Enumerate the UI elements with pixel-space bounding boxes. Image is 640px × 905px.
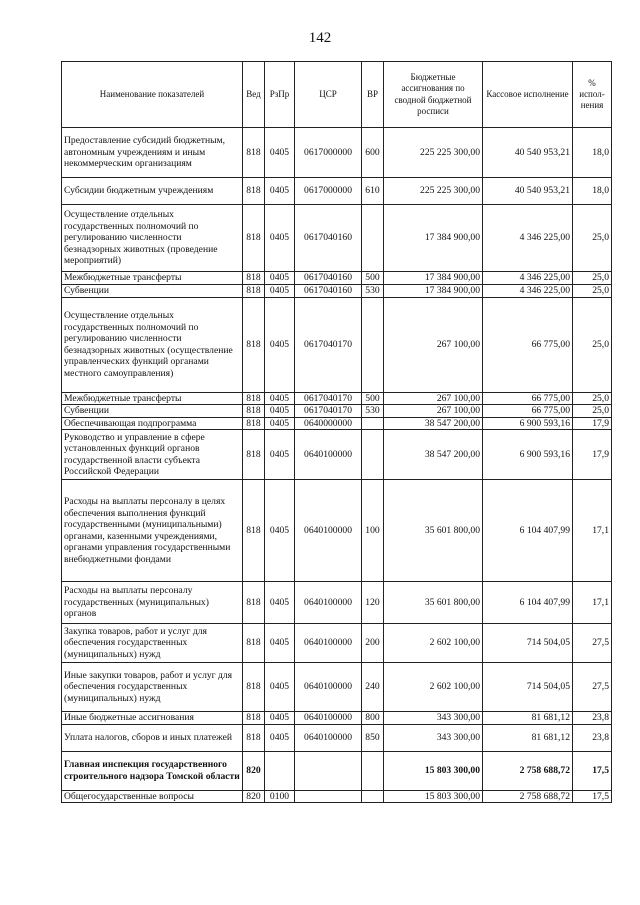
cell-rzpr: 0405 <box>265 405 295 418</box>
cell-name: Межбюджетные трансферты <box>62 272 243 285</box>
cell-ved: 818 <box>243 624 265 663</box>
cell-vr: 100 <box>362 480 384 582</box>
cell-name: Иные бюджетные ассигнования <box>62 712 243 725</box>
cell-csr: 0617040160 <box>295 285 362 298</box>
cell-rzpr: 0405 <box>265 430 295 480</box>
cell-csr: 0640100000 <box>295 663 362 712</box>
cell-percent: 17,1 <box>573 480 612 582</box>
cell-csr: 0640000000 <box>295 417 362 430</box>
cell-vr: 500 <box>362 392 384 405</box>
cell-vr <box>362 297 384 392</box>
cell-vr: 800 <box>362 712 384 725</box>
cell-ved: 818 <box>243 430 265 480</box>
cell-csr: 0617000000 <box>295 178 362 205</box>
cell-ved: 818 <box>243 178 265 205</box>
cell-assigned: 267 100,00 <box>384 392 483 405</box>
header-cash: Кассовое исполнение <box>483 62 573 128</box>
header-row <box>62 62 612 128</box>
table-row <box>62 405 612 418</box>
cell-vr: 200 <box>362 624 384 663</box>
table-row <box>62 624 612 663</box>
cell-assigned: 35 601 800,00 <box>384 480 483 582</box>
cell-assigned: 15 803 300,00 <box>384 751 483 790</box>
cell-vr <box>362 417 384 430</box>
cell-rzpr: 0405 <box>265 724 295 751</box>
cell-name: Осуществление отдельных государственных полномочий по регулированию численности безнадзорных животных (осуществление управленческих функций органами местного самоуправления) <box>62 297 243 392</box>
cell-assigned: 17 384 900,00 <box>384 285 483 298</box>
cell-csr: 0640100000 <box>295 480 362 582</box>
cell-name: Уплата налогов, сборов и иных платежей <box>62 724 243 751</box>
table-row <box>62 392 612 405</box>
cell-name: Предоставление субсидий бюджетным, автономным учреждениям и иным некоммерческим организациям <box>62 128 243 178</box>
cell-ved: 818 <box>243 582 265 624</box>
cell-csr: 0617040170 <box>295 297 362 392</box>
cell-ved: 818 <box>243 392 265 405</box>
cell-name: Обеспечивающая подпрограмма <box>62 417 243 430</box>
cell-name: Общегосударственные вопросы <box>62 790 243 803</box>
cell-rzpr: 0405 <box>265 178 295 205</box>
cell-rzpr: 0405 <box>265 272 295 285</box>
cell-vr <box>362 430 384 480</box>
cell-csr <box>295 751 362 790</box>
cell-name: Иные закупки товаров, работ и услуг для обеспечения государственных (муниципальных) нужд <box>62 663 243 712</box>
cell-csr: 0640100000 <box>295 712 362 725</box>
header-rzpr: РзПр <box>265 62 295 128</box>
cell-name: Закупка товаров, работ и услуг для обеспечения государственных (муниципальных) нужд <box>62 624 243 663</box>
cell-csr: 0640100000 <box>295 430 362 480</box>
cell-cash: 66 775,00 <box>483 297 573 392</box>
cell-vr <box>362 205 384 272</box>
cell-percent: 25,0 <box>573 297 612 392</box>
cell-percent: 25,0 <box>573 272 612 285</box>
cell-percent: 27,5 <box>573 663 612 712</box>
cell-percent: 27,5 <box>573 624 612 663</box>
cell-ved: 818 <box>243 297 265 392</box>
cell-name: Руководство и управление в сфере установленных функций органов государственной власти субъекта Российской Федерации <box>62 430 243 480</box>
table-row <box>62 724 612 751</box>
table-row <box>62 205 612 272</box>
header-assigned: Бюджетные ассигнования по сводной бюджетной росписи <box>384 62 483 128</box>
cell-vr: 530 <box>362 285 384 298</box>
cell-ved: 820 <box>243 751 265 790</box>
cell-ved: 818 <box>243 480 265 582</box>
cell-assigned: 225 225 300,00 <box>384 178 483 205</box>
cell-vr: 850 <box>362 724 384 751</box>
cell-percent: 17,9 <box>573 430 612 480</box>
cell-rzpr: 0405 <box>265 480 295 582</box>
cell-cash: 714 504,05 <box>483 663 573 712</box>
cell-rzpr: 0405 <box>265 712 295 725</box>
cell-vr: 120 <box>362 582 384 624</box>
cell-csr: 0617040170 <box>295 392 362 405</box>
cell-assigned: 38 547 200,00 <box>384 430 483 480</box>
cell-cash: 66 775,00 <box>483 392 573 405</box>
cell-cash: 81 681,12 <box>483 712 573 725</box>
cell-percent: 25,0 <box>573 392 612 405</box>
header-name: Наименование показателей <box>62 62 243 128</box>
cell-ved: 818 <box>243 285 265 298</box>
cell-percent: 17,1 <box>573 582 612 624</box>
cell-name: Расходы на выплаты персоналу в целях обеспечения выполнения функций государственными (муниципальными) органами, казенными учреждениями, органами управления государственными внебюджетными фондами <box>62 480 243 582</box>
table-row <box>62 582 612 624</box>
cell-name: Осуществление отдельных государственных полномочий по регулированию численности безнадзорных животных (проведение мероприятий) <box>62 205 243 272</box>
cell-ved: 818 <box>243 663 265 712</box>
cell-cash: 4 346 225,00 <box>483 285 573 298</box>
cell-cash: 2 758 688,72 <box>483 751 573 790</box>
cell-cash: 4 346 225,00 <box>483 205 573 272</box>
table-row <box>62 285 612 298</box>
cell-rzpr: 0405 <box>265 582 295 624</box>
table-row <box>62 272 612 285</box>
cell-assigned: 267 100,00 <box>384 405 483 418</box>
cell-csr: 0617040160 <box>295 272 362 285</box>
cell-rzpr: 0100 <box>265 790 295 803</box>
cell-ved: 818 <box>243 405 265 418</box>
cell-csr: 0617040170 <box>295 405 362 418</box>
cell-percent: 23,8 <box>573 724 612 751</box>
cell-cash: 81 681,12 <box>483 724 573 751</box>
cell-percent: 23,8 <box>573 712 612 725</box>
table-row <box>62 128 612 178</box>
header-vr: ВР <box>362 62 384 128</box>
cell-vr: 240 <box>362 663 384 712</box>
cell-ved: 818 <box>243 205 265 272</box>
cell-csr: 0640100000 <box>295 724 362 751</box>
table-row <box>62 430 612 480</box>
cell-percent: 17,9 <box>573 417 612 430</box>
cell-ved: 818 <box>243 417 265 430</box>
cell-ved: 818 <box>243 712 265 725</box>
header-percent: % испол-нения <box>573 62 612 128</box>
cell-rzpr: 0405 <box>265 205 295 272</box>
table-row <box>62 178 612 205</box>
cell-cash: 4 346 225,00 <box>483 272 573 285</box>
cell-vr: 500 <box>362 272 384 285</box>
cell-percent: 18,0 <box>573 128 612 178</box>
cell-cash: 2 758 688,72 <box>483 790 573 803</box>
cell-assigned: 343 300,00 <box>384 724 483 751</box>
cell-name: Главная инспекция государственного строительного надзора Томской области <box>62 751 243 790</box>
cell-cash: 6 900 593,16 <box>483 430 573 480</box>
cell-csr: 0640100000 <box>295 582 362 624</box>
header-csr: ЦСР <box>295 62 362 128</box>
cell-rzpr: 0405 <box>265 392 295 405</box>
cell-name: Субсидии бюджетным учреждениям <box>62 178 243 205</box>
cell-percent: 17,5 <box>573 790 612 803</box>
cell-rzpr: 0405 <box>265 417 295 430</box>
cell-rzpr: 0405 <box>265 297 295 392</box>
cell-ved: 818 <box>243 128 265 178</box>
table-row <box>62 790 612 803</box>
table-row <box>62 297 612 392</box>
header-ved: Вед <box>243 62 265 128</box>
cell-percent: 25,0 <box>573 405 612 418</box>
cell-rzpr: 0405 <box>265 285 295 298</box>
cell-name: Межбюджетные трансферты <box>62 392 243 405</box>
cell-assigned: 15 803 300,00 <box>384 790 483 803</box>
cell-cash: 6 900 593,16 <box>483 417 573 430</box>
cell-cash: 40 540 953,21 <box>483 128 573 178</box>
cell-csr: 0617000000 <box>295 128 362 178</box>
cell-ved: 818 <box>243 724 265 751</box>
table-row <box>62 712 612 725</box>
cell-vr: 600 <box>362 128 384 178</box>
cell-vr <box>362 751 384 790</box>
cell-assigned: 2 602 100,00 <box>384 663 483 712</box>
cell-vr: 610 <box>362 178 384 205</box>
cell-assigned: 38 547 200,00 <box>384 417 483 430</box>
cell-assigned: 343 300,00 <box>384 712 483 725</box>
page-number: 142 <box>308 30 332 46</box>
cell-name: Субвенции <box>62 285 243 298</box>
cell-rzpr <box>265 751 295 790</box>
cell-cash: 6 104 407,99 <box>483 480 573 582</box>
cell-percent: 17,5 <box>573 751 612 790</box>
cell-csr <box>295 790 362 803</box>
cell-percent: 25,0 <box>573 285 612 298</box>
cell-csr: 0640100000 <box>295 624 362 663</box>
cell-vr: 530 <box>362 405 384 418</box>
cell-cash: 714 504,05 <box>483 624 573 663</box>
table-row <box>62 663 612 712</box>
cell-percent: 18,0 <box>573 178 612 205</box>
cell-cash: 40 540 953,21 <box>483 178 573 205</box>
cell-name: Расходы на выплаты персоналу государственных (муниципальных) органов <box>62 582 243 624</box>
cell-csr: 0617040160 <box>295 205 362 272</box>
cell-rzpr: 0405 <box>265 128 295 178</box>
cell-assigned: 267 100,00 <box>384 297 483 392</box>
cell-assigned: 225 225 300,00 <box>384 128 483 178</box>
table-row <box>62 480 612 582</box>
table-row <box>62 751 612 790</box>
cell-vr <box>362 790 384 803</box>
cell-assigned: 17 384 900,00 <box>384 272 483 285</box>
cell-cash: 6 104 407,99 <box>483 582 573 624</box>
budget-execution-table <box>61 61 612 803</box>
cell-percent: 25,0 <box>573 205 612 272</box>
cell-rzpr: 0405 <box>265 624 295 663</box>
cell-assigned: 17 384 900,00 <box>384 205 483 272</box>
cell-cash: 66 775,00 <box>483 405 573 418</box>
cell-rzpr: 0405 <box>265 663 295 712</box>
cell-assigned: 35 601 800,00 <box>384 582 483 624</box>
cell-ved: 820 <box>243 790 265 803</box>
cell-name: Субвенции <box>62 405 243 418</box>
cell-ved: 818 <box>243 272 265 285</box>
cell-assigned: 2 602 100,00 <box>384 624 483 663</box>
table-row <box>62 417 612 430</box>
table-body <box>62 128 612 803</box>
